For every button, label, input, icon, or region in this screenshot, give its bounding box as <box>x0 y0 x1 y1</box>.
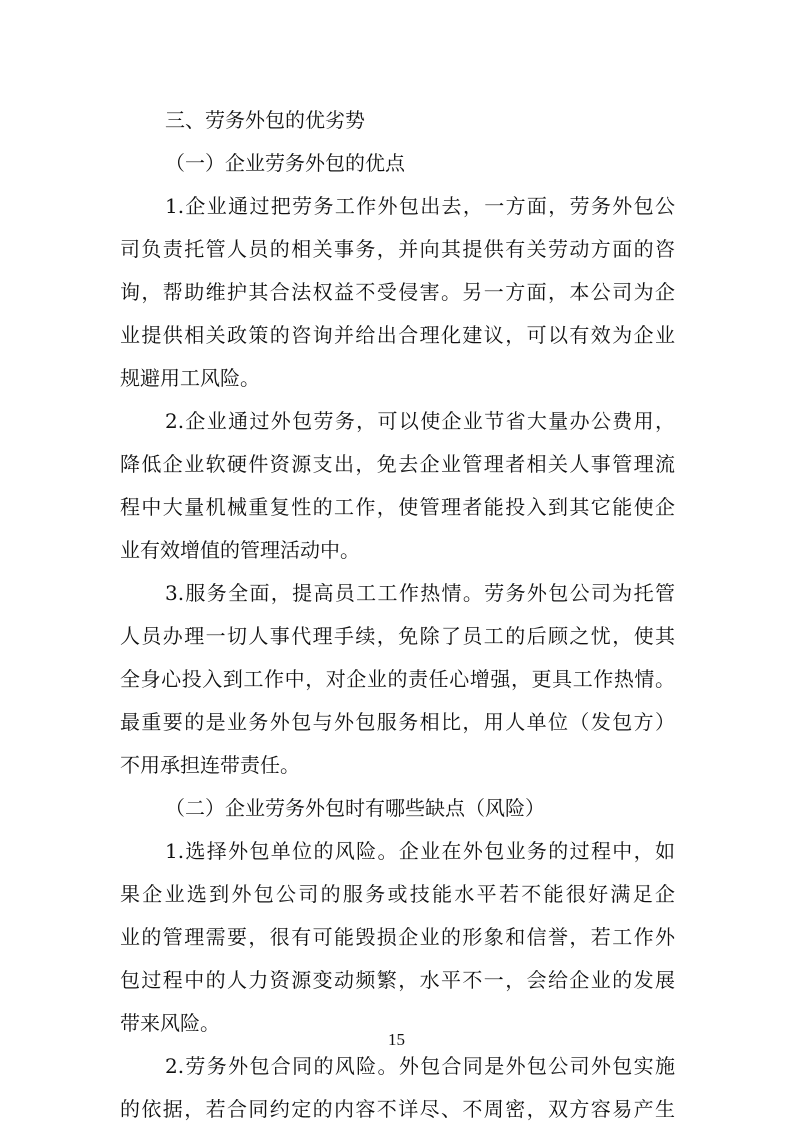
paragraph-line: 的依据，若合同约定的内容不详尽、不周密，双方容易产生 <box>120 1097 675 1121</box>
paragraph-line: 询，帮助维护其合法权益不受侵害。另一方面，本公司为企 <box>120 280 675 304</box>
paragraph-line: 程中大量机械重复性的工作，使管理者能投入到其它能使企 <box>120 495 675 519</box>
paragraph-line: 人员办理一切人事代理手续，免除了员工的后顾之忧，使其 <box>120 624 675 648</box>
subsection-heading: （一）企业劳务外包的优点 <box>165 151 405 175</box>
paragraph-line: 全身心投入到工作中，对企业的责任心增强，更具工作热情。 <box>120 667 675 691</box>
paragraph-line: 2.企业通过外包劳务，可以使企业节省大量办公费用， <box>165 409 675 433</box>
section-heading: 三、劳务外包的优劣势 <box>165 108 365 132</box>
paragraph-line: 业提供相关政策的咨询并给出合理化建议，可以有效为企业 <box>120 323 675 347</box>
paragraph-line: 1.企业通过把劳务工作外包出去，一方面，劳务外包公 <box>165 194 675 218</box>
page-number: 15 <box>388 1030 405 1049</box>
paragraph-line: 业的管理需要，很有可能毁损企业的形象和信誉，若工作外 <box>120 925 675 949</box>
paragraph-line: 业有效增值的管理活动中。 <box>120 538 360 562</box>
paragraph-line: 1.选择外包单位的风险。企业在外包业务的过程中，如 <box>165 839 675 863</box>
paragraph-line: 规避用工风险。 <box>120 366 260 390</box>
paragraph-line: 降低企业软硬件资源支出，免去企业管理者相关人事管理流 <box>120 452 675 476</box>
paragraph-line: 果企业选到外包公司的服务或技能水平若不能很好满足企 <box>120 882 675 906</box>
paragraph-line: 2.劳务外包合同的风险。外包合同是外包公司外包实施 <box>165 1054 675 1078</box>
paragraph-line: 司负责托管人员的相关事务，并向其提供有关劳动方面的咨 <box>120 237 675 261</box>
paragraph-line: 包过程中的人力资源变动频繁，水平不一，会给企业的发展 <box>120 968 675 992</box>
paragraph-line: 带来风险。 <box>120 1011 220 1035</box>
paragraph-line: 最重要的是业务外包与外包服务相比，用人单位（发包方） <box>120 710 675 734</box>
subsection-heading: （二）企业劳务外包时有哪些缺点（风险） <box>165 796 545 820</box>
paragraph-line: 3.服务全面，提高员工工作热情。劳务外包公司为托管 <box>165 581 675 605</box>
paragraph-line: 不用承担连带责任。 <box>120 753 300 777</box>
